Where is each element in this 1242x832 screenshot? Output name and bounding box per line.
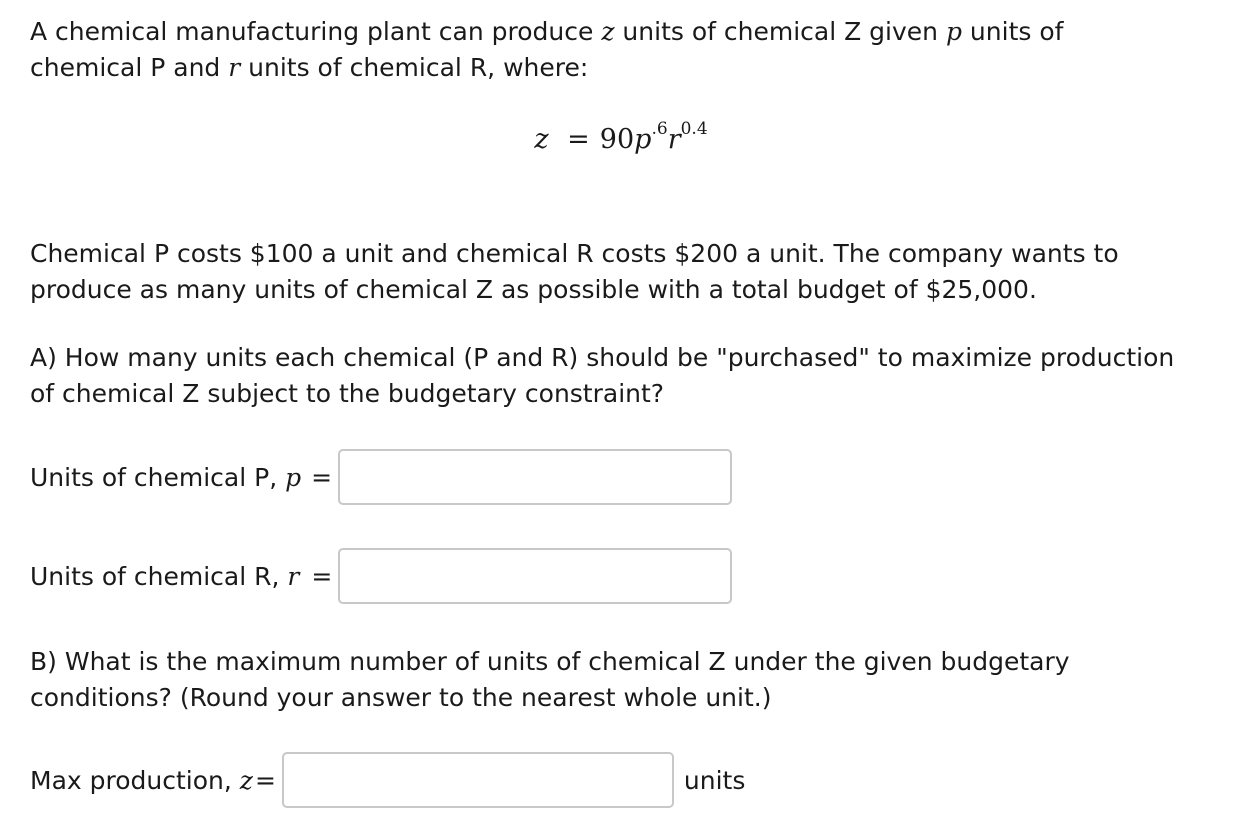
intro-text-segment: units of (961, 17, 1064, 46)
part-a-line1: A) How many units each chemical (P and R) should be "purchased" to maximize production (30, 343, 1175, 372)
var-r: r (228, 53, 241, 82)
max-production-input[interactable] (282, 752, 674, 808)
field-p-label-text: Units of chemical P, (30, 462, 286, 492)
field-p-label (30, 463, 301, 492)
formula-coefficient: 90 (599, 124, 635, 155)
formula-exponent-r: 0.4 (680, 119, 708, 139)
costs-line2: produce as many units of chemical Z as possible with a total budget of $25,000. (30, 275, 1037, 304)
intro-text-segment: units of chemical Z given (614, 17, 946, 46)
formula-lhs: z (534, 124, 549, 155)
formula-exponent-p: .6 (651, 119, 668, 139)
part-a-line2: of chemical Z subject to the budgetary constraint? (30, 379, 665, 408)
intro-line2 (30, 53, 588, 82)
production-formula (0, 120, 1242, 160)
field-row-p (30, 448, 732, 506)
intro-text (30, 14, 1220, 86)
field-r-label (30, 562, 299, 591)
field-z-label-text: Max production, (30, 765, 240, 795)
intro-text-segment: A chemical manufacturing plant can produce (30, 17, 602, 46)
formula-var-p: p (634, 124, 652, 155)
var-z: z (601, 17, 615, 46)
field-r-label-text: Units of chemical R, (30, 561, 288, 591)
units-r-input[interactable] (338, 548, 732, 604)
field-r-var: r (287, 561, 300, 591)
costs-line1: Chemical P costs $100 a unit and chemical R costs $200 a unit. The company wants to (30, 239, 1119, 268)
field-z-equals: = (254, 765, 276, 795)
field-p-equals: = (311, 462, 333, 492)
intro-line1 (30, 17, 1063, 46)
intro-text-segment: chemical P and (30, 53, 229, 82)
formula-equals: = (567, 124, 590, 155)
units-p-input[interactable] (338, 449, 732, 505)
field-row-z (30, 751, 745, 809)
formula-var-r: r (667, 124, 681, 155)
field-z-var: z (239, 765, 253, 795)
part-a-question (30, 340, 1220, 412)
field-r-equals: = (311, 561, 333, 591)
costs-text (30, 236, 1220, 308)
field-p-var: p (285, 462, 302, 492)
part-b-line1: B) What is the maximum number of units of chemical Z under the given budgetary (30, 647, 1070, 676)
intro-text-segment: units of chemical R, where: (240, 53, 589, 82)
units-label: units (683, 765, 746, 795)
field-row-r (30, 547, 732, 605)
var-p: p (945, 17, 962, 46)
field-z-label (30, 766, 253, 795)
part-b-line2: conditions? (Round your answer to the nearest whole unit.) (30, 683, 772, 712)
part-b-question (30, 644, 1220, 716)
